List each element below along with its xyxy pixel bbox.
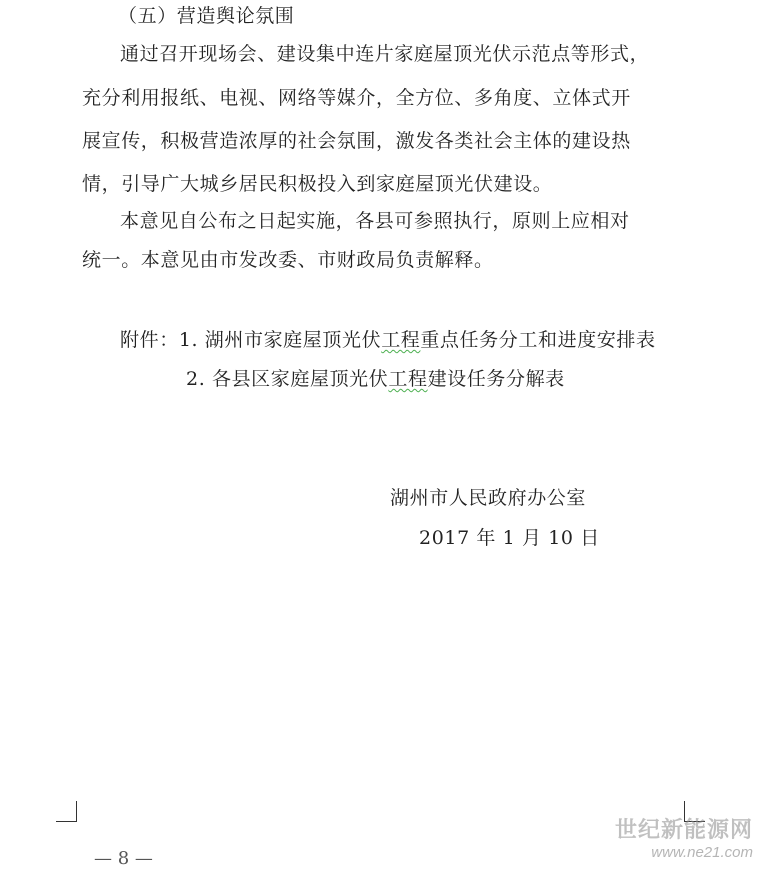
watermark — [615, 813, 753, 861]
watermark-url: www.ne21.com — [651, 844, 753, 861]
paragraph-line: 通过召开现场会、建设集中连片家庭屋顶光伏示范点等形式， — [120, 43, 650, 65]
attachment-label: 附件： — [120, 329, 179, 351]
attachment-text: 重点任务分工和进度安排表 — [420, 329, 656, 351]
attachment-text: 1. 湖州市家庭屋顶光伏 — [178, 329, 382, 351]
paragraph-line: 情，引导广大城乡居民积极投入到家庭屋顶光伏建设。 — [82, 173, 553, 195]
attachment-item-1 — [120, 328, 656, 352]
page-corner-mark-left — [56, 801, 77, 822]
section-heading: （五）营造舆论氛围 — [118, 5, 295, 27]
watermark-title: 世纪新能源网 — [614, 817, 753, 842]
page-number: — 8 — — [94, 848, 153, 869]
paragraph-line: 统一。本意见由市发改委、市财政局负责解释。 — [82, 249, 494, 271]
spellcheck-underlined-word: 工程 — [388, 368, 428, 390]
paragraph-line: 展宣传，积极营造浓厚的社会氛围，激发各类社会主体的建设热 — [82, 130, 631, 152]
attachment-text: 建设任务分解表 — [427, 368, 565, 390]
signature-date: 2017 年 1 月 10 日 — [419, 527, 600, 549]
attachment-item-2 — [186, 367, 565, 391]
signature-org: 湖州市人民政府办公室 — [390, 487, 587, 509]
paragraph-line: 充分利用报纸、电视、网络等媒介，全方位、多角度、立体式开 — [82, 87, 631, 109]
spellcheck-underlined-word: 工程 — [381, 329, 421, 351]
paragraph-line: 本意见自公布之日起实施，各县可参照执行，原则上应相对 — [120, 210, 630, 232]
attachment-text: 2. 各县区家庭屋顶光伏 — [186, 368, 389, 390]
